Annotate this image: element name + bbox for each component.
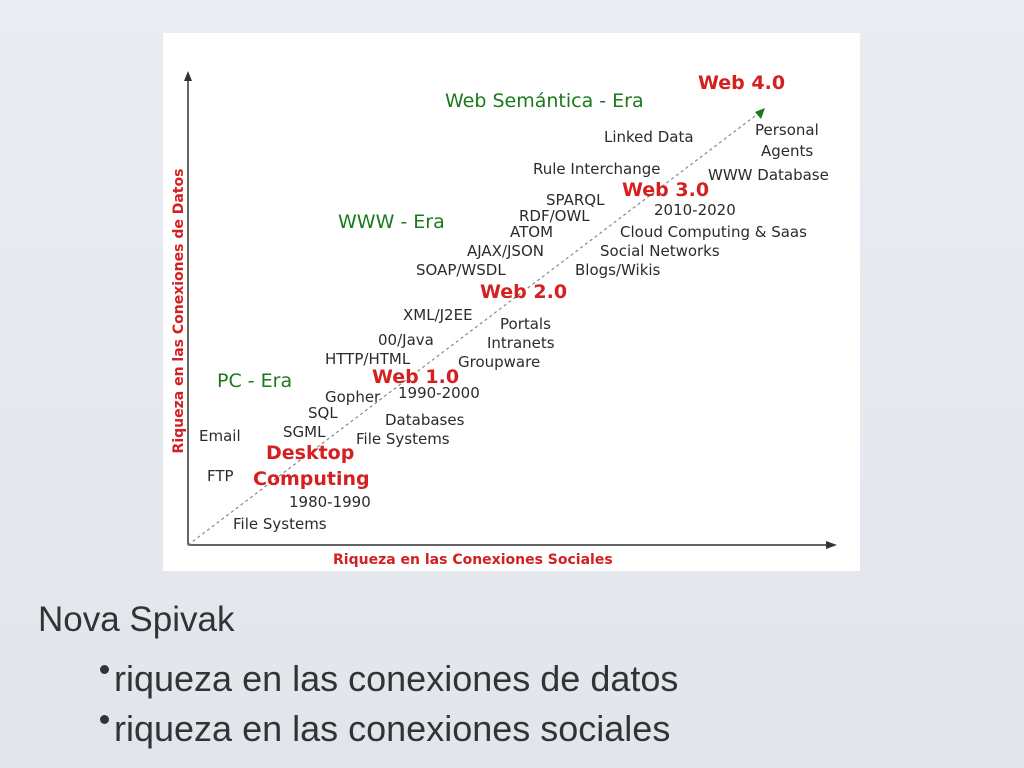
tech-gopher: Gopher [325,388,381,406]
tech-portals: Portals [500,315,551,333]
stage-web30-years: 2010-2020 [654,201,736,219]
era-pc: PC - Era [217,370,293,392]
tech-file-systems-2: File Systems [233,515,327,533]
author-caption: Nova Spivak [38,600,235,639]
tech-cloud: Cloud Computing & Saas [620,223,807,241]
bullet-text: riqueza en las conexiones sociales [114,708,671,749]
tech-personal: Personal [755,121,819,139]
tech-rdf-owl: RDF/OWL [519,207,590,225]
stage-web20: Web 2.0 [480,281,568,303]
bullet-text: riqueza en las conexiones de datos [114,658,679,699]
evolution-diagram [163,33,860,571]
tech-file-systems-1: File Systems [356,430,450,448]
tech-xml-j2ee: XML/J2EE [403,306,473,324]
bullet-item [100,658,678,700]
tech-http-html: HTTP/HTML [325,350,411,368]
tech-groupware: Groupware [458,353,541,371]
tech-sparql: SPARQL [546,191,605,209]
y-axis-arrow [184,71,192,81]
bullet-dot-icon [100,665,109,674]
bullet-dot-icon [100,715,109,724]
x-axis-arrow [826,541,837,549]
stage-web10-years: 1990-2000 [398,384,480,402]
x-axis-label: Riqueza en las Conexiones Sociales [333,552,613,568]
tech-www-database: WWW Database [708,166,829,184]
tech-email: Email [199,427,241,445]
tech-java: 00/Java [378,331,434,349]
tech-intranets: Intranets [487,334,555,352]
tech-sql: SQL [308,404,338,422]
tech-ftp: FTP [207,467,234,485]
tech-rule-interchange: Rule Interchange [533,160,661,178]
era-www: WWW - Era [338,211,445,233]
tech-sgml: SGML [283,423,326,441]
trend-arrow [755,108,765,119]
era-web-semantica: Web Semántica - Era [445,90,644,112]
stage-web10: Web 1.0 [372,366,460,388]
stage-desktop-years: 1980-1990 [289,493,371,511]
tech-social-networks: Social Networks [600,242,720,260]
bullet-item [100,708,670,750]
tech-atom: ATOM [510,223,554,241]
tech-agents: Agents [761,142,814,160]
tech-ajax-json: AJAX/JSON [467,242,544,260]
tech-databases: Databases [385,411,465,429]
stage-desktop-line2: Computing [253,468,370,490]
y-axis-label: Riqueza en las Conexiones de Datos [171,168,187,454]
tech-soap-wsdl: SOAP/WSDL [416,261,506,279]
stage-web30: Web 3.0 [622,179,710,201]
stage-desktop-line1: Desktop [266,442,355,464]
tech-blogs-wikis: Blogs/Wikis [575,261,661,279]
stage-web40: Web 4.0 [698,72,786,94]
tech-linked-data: Linked Data [604,128,694,146]
